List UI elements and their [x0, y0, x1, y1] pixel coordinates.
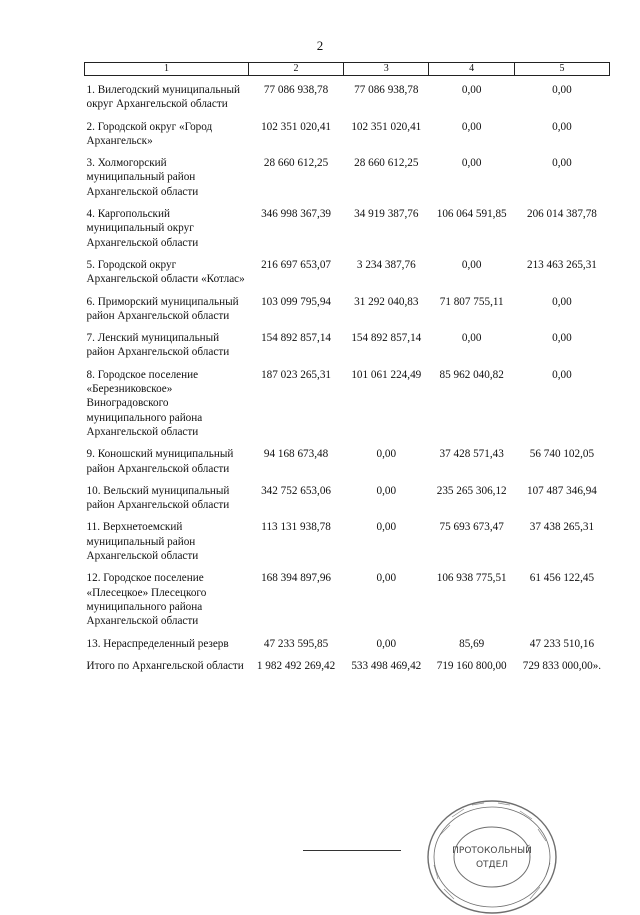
- value-cell: 37 438 265,31: [529, 521, 595, 534]
- stamp-text: ОТДЕЛ: [475, 860, 509, 870]
- header-cell: 4: [429, 63, 514, 76]
- value-cell: 85,69: [459, 637, 485, 650]
- value-cell: 31 292 040,83: [354, 295, 419, 308]
- value-cell: 206 014 387,78: [526, 208, 597, 221]
- table-row: [85, 295, 610, 332]
- table-row: [85, 368, 610, 447]
- header-cell: 5: [514, 63, 609, 76]
- value-cell: 0,00: [376, 521, 397, 534]
- official-stamp: [420, 795, 560, 915]
- value-cell: 216 697 653,07: [261, 258, 331, 271]
- value-cell: 0,00: [552, 295, 572, 308]
- value-cell: 102 351 020,41: [351, 120, 422, 133]
- value-cell: 0,00: [552, 157, 572, 170]
- value-cell: 37 428 571,43: [439, 448, 504, 461]
- row-name-cell: 1. Вилегодский муниципальный округ Архангельской области: [86, 84, 240, 111]
- row-name-cell: 3. Холмогорский муниципальный район Архангельской области: [86, 157, 199, 198]
- value-cell: 85 962 040,82: [439, 368, 504, 381]
- value-cell: 75 693 673,47: [439, 521, 504, 534]
- value-cell: 729 833 000,00».: [522, 659, 602, 672]
- value-cell: 101 061 224,49: [351, 368, 422, 381]
- header-spacer: [85, 76, 610, 84]
- value-cell: 719 160 800,00: [436, 659, 507, 672]
- value-cell: 103 099 795,94: [261, 295, 331, 308]
- value-cell: 94 168 673,48: [263, 448, 329, 461]
- value-cell: 187 023 265,31: [261, 368, 331, 381]
- value-cell: 154 892 857,14: [261, 332, 331, 345]
- value-cell: 107 487 346,94: [526, 484, 597, 497]
- value-cell: 106 938 775,51: [436, 572, 507, 585]
- row-name-cell: Итого по Архангельской области: [86, 659, 244, 672]
- table-row: [85, 207, 610, 258]
- value-cell: 3 234 387,76: [356, 258, 416, 271]
- value-cell: 0,00: [376, 637, 397, 650]
- value-cell: 28 660 612,25: [354, 157, 419, 170]
- allocation-table: [84, 62, 610, 681]
- value-cell: 34 919 387,76: [354, 208, 419, 221]
- value-cell: 61 456 122,45: [529, 572, 595, 585]
- value-cell: 0,00: [376, 448, 397, 461]
- value-cell: 102 351 020,41: [261, 120, 331, 133]
- value-cell: 168 394 897,96: [261, 572, 331, 585]
- value-cell: 0,00: [376, 484, 397, 497]
- row-name-cell: 10. Вельский муниципальный район Архангельской области: [86, 484, 230, 512]
- row-name-cell: 5. Городской округ Архангельской области «Котлас»: [86, 258, 245, 286]
- value-cell: 0,00: [461, 84, 482, 96]
- value-cell: 71 807 755,11: [439, 295, 504, 308]
- value-cell: 0,00: [552, 120, 572, 133]
- value-cell: 0,00: [552, 332, 572, 345]
- value-cell: 342 752 653,06: [261, 484, 331, 497]
- table-row: [85, 571, 610, 636]
- value-cell: 47 233 595,85: [263, 637, 329, 650]
- value-cell: 1 982 492 269,42: [256, 659, 336, 672]
- table-row: [85, 637, 610, 659]
- header-cell: 1: [85, 63, 249, 76]
- value-cell: 154 892 857,14: [351, 332, 422, 345]
- stamp-text: ПРОТОКОЛЬНЫЙ: [452, 846, 532, 856]
- row-name-cell: 7. Ленский муниципальный район Архангельской области: [86, 332, 230, 359]
- table-row: [85, 484, 610, 521]
- value-cell: 47 233 510,16: [529, 637, 595, 650]
- value-cell: 56 740 102,05: [529, 448, 595, 461]
- row-name-cell: 9. Коношский муниципальный район Архангельской области: [86, 448, 234, 475]
- value-cell: 235 265 306,12: [436, 484, 507, 497]
- value-cell: 533 498 469,42: [351, 659, 422, 672]
- table-row: [85, 331, 610, 368]
- row-name-cell: 8. Городское поселение «Березниковское» Виноградовского муниципального района Архангельской области: [86, 368, 203, 438]
- table-row: [85, 520, 610, 571]
- row-name-cell: 2. Городской округ «Город Архангельск»: [86, 120, 213, 147]
- table-row: [85, 258, 610, 295]
- value-cell: 77 086 938,78: [263, 84, 329, 96]
- table-header-row: [85, 63, 610, 76]
- value-cell: 106 064 591,85: [436, 208, 507, 221]
- value-cell: 113 131 938,78: [261, 521, 331, 534]
- value-cell: 28 660 612,25: [263, 157, 329, 170]
- value-cell: 0,00: [461, 157, 482, 170]
- row-name-cell: 12. Городское поселение «Плесецкое» Плесецкого муниципального района Архангельской области: [86, 572, 207, 628]
- value-cell: 0,00: [552, 368, 572, 381]
- value-cell: 213 463 265,31: [526, 258, 597, 271]
- header-cell: 3: [344, 63, 429, 76]
- table-row: [85, 156, 610, 207]
- header-cell: 2: [249, 63, 344, 76]
- table-row: [85, 83, 610, 120]
- value-cell: 0,00: [376, 572, 397, 585]
- table-row: [85, 120, 610, 157]
- row-name-cell: 13. Нераспределенный резерв: [86, 637, 229, 650]
- value-cell: 77 086 938,78: [354, 84, 419, 96]
- page-number: 2: [316, 38, 324, 53]
- value-cell: 346 998 367,39: [261, 208, 331, 221]
- value-cell: 0,00: [461, 120, 482, 133]
- value-cell: 0,00: [461, 332, 482, 345]
- value-cell: 0,00: [552, 84, 572, 96]
- row-name-cell: 11. Верхнетоемский муниципальный район Архангельской области: [86, 521, 199, 563]
- row-name-cell: 4. Каргопольский муниципальный округ Архангельской области: [86, 208, 199, 249]
- signature-line: [303, 850, 401, 851]
- table-row: [85, 659, 610, 681]
- table-row: [85, 447, 610, 484]
- row-name-cell: 6. Приморский муниципальный район Архангельской области: [86, 295, 239, 322]
- value-cell: 0,00: [461, 258, 482, 271]
